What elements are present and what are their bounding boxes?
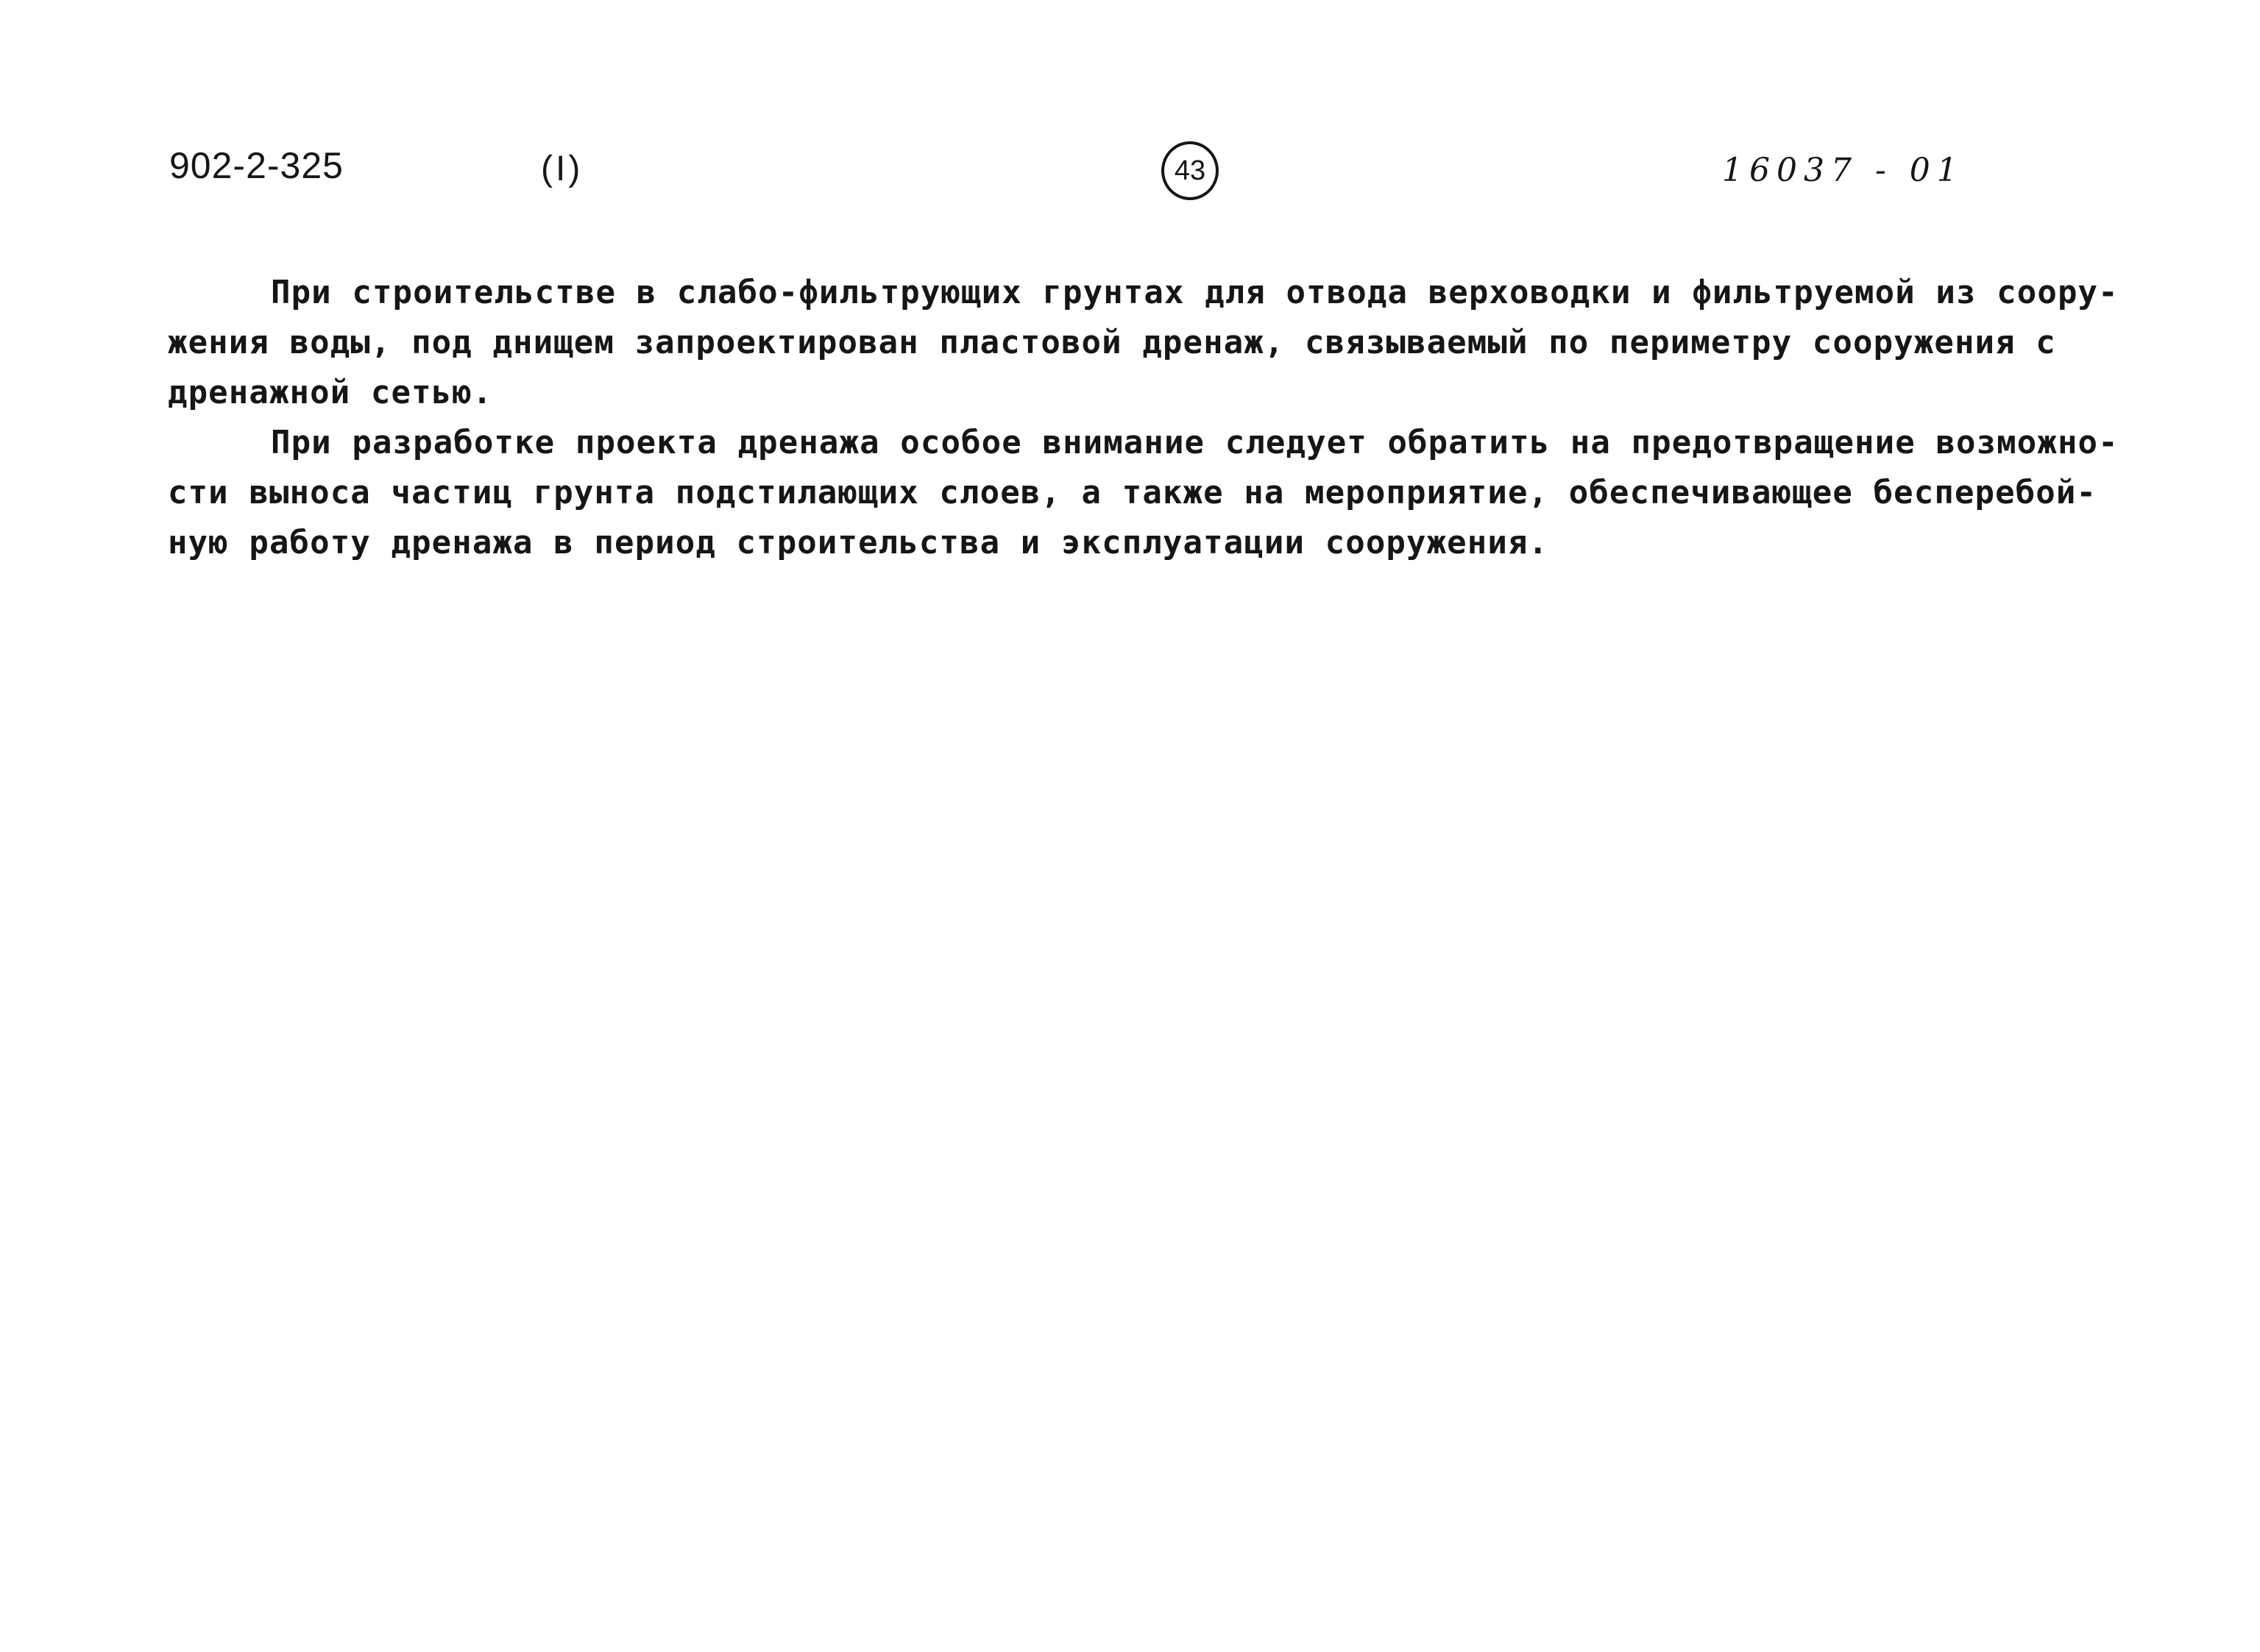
page-number-circle xyxy=(1161,141,1219,200)
document-code: 902-2-325 xyxy=(169,145,344,186)
paragraph-line: При разработке проекта дренажа особое внимание следует обратить на предотвращение возможно- xyxy=(271,424,2119,461)
paragraph xyxy=(168,268,2125,418)
inventory-number: 16037 - 01 xyxy=(1722,152,1964,189)
paragraph-line: ную работу дренажа в период строительства и эксплуатации сооружения. xyxy=(168,524,1549,561)
paragraph xyxy=(168,418,2125,568)
body-text xyxy=(168,268,2125,568)
paragraph-line: При строительстве в слабо-фильтрующих грунтах для отвода верховодки и фильтруемой из соору- xyxy=(271,274,2119,311)
paragraph-line: сти выноса частиц грунта подстилающих слоев, а также на мероприятие, обеспечивающее бесперебой- xyxy=(168,474,2097,511)
document-part: (I) xyxy=(541,149,584,188)
paragraph-line: жения воды, под днищем запроектирован пластовой дренаж, связываемый по периметру сооружения с xyxy=(168,324,2056,361)
page-number: 43 xyxy=(1174,155,1206,186)
paragraph-line: дренажной сетью. xyxy=(168,374,493,411)
